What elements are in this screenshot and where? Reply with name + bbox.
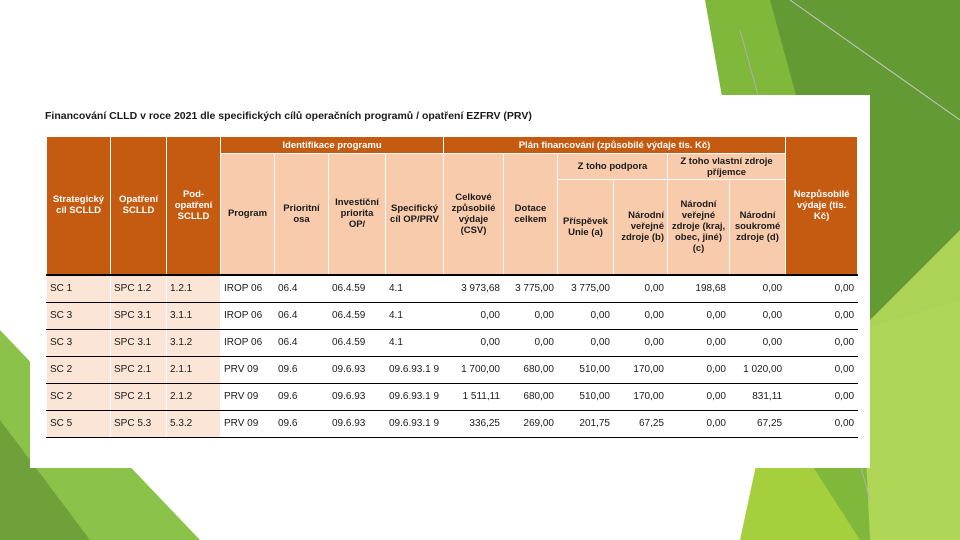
header-z-toho-vlastni-zdroje: Z toho vlastní zdroje příjemce bbox=[668, 154, 786, 180]
cell-osa: 09.6 bbox=[275, 410, 329, 437]
table-row bbox=[47, 329, 858, 356]
financing-table bbox=[46, 136, 858, 438]
cell-spec: 4.1 bbox=[386, 275, 444, 303]
cell-osa: 06.4 bbox=[275, 275, 329, 303]
cell-nar-kraj: 0,00 bbox=[668, 383, 730, 410]
cell-spec: 09.6.93.1 9 bbox=[386, 356, 444, 383]
header-dotace-celkem: Dotace celkem bbox=[504, 154, 558, 275]
cell-nar-ver: 0,00 bbox=[614, 275, 668, 303]
cell-nar-souk: 831,11 bbox=[730, 383, 786, 410]
table-row bbox=[47, 356, 858, 383]
header-prispevek-unie: Příspěvek Unie (a) bbox=[558, 180, 614, 275]
cell-unie: 0,00 bbox=[558, 329, 614, 356]
cell-pod: 5.3.2 bbox=[167, 410, 221, 437]
header-pod-opatreni: Pod-opatření SCLLD bbox=[167, 137, 221, 275]
cell-csv: 3 973,68 bbox=[444, 275, 504, 303]
cell-dotace: 680,00 bbox=[504, 356, 558, 383]
header-narodni-verejne-zdroje-kraj: Národní veřejné zdroje (kraj, obec, jiné) (c) bbox=[668, 180, 730, 275]
cell-spc: SPC 3.1 bbox=[111, 302, 167, 329]
cell-spc: SPC 3.1 bbox=[111, 329, 167, 356]
cell-csv: 1 511,11 bbox=[444, 383, 504, 410]
cell-program: PRV 09 bbox=[221, 410, 275, 437]
header-specificky-cil: Specifický cíl OP/PRV bbox=[386, 154, 444, 275]
cell-program: IROP 06 bbox=[221, 329, 275, 356]
cell-dotace: 269,00 bbox=[504, 410, 558, 437]
cell-sc: SC 3 bbox=[47, 302, 111, 329]
cell-unie: 201,75 bbox=[558, 410, 614, 437]
cell-nar-ver: 170,00 bbox=[614, 383, 668, 410]
table-row bbox=[47, 410, 858, 437]
cell-spec: 4.1 bbox=[386, 302, 444, 329]
cell-nezp: 0,00 bbox=[786, 410, 858, 437]
cell-spec: 4.1 bbox=[386, 329, 444, 356]
cell-nar-ver: 67,25 bbox=[614, 410, 668, 437]
header-celkove-vydaje: Celkové způsobilé výdaje (CSV) bbox=[444, 154, 504, 275]
cell-program: PRV 09 bbox=[221, 383, 275, 410]
cell-nar-souk: 0,00 bbox=[730, 302, 786, 329]
cell-nar-ver: 0,00 bbox=[614, 302, 668, 329]
cell-nar-kraj: 0,00 bbox=[668, 302, 730, 329]
cell-pod: 2.1.2 bbox=[167, 383, 221, 410]
cell-osa: 09.6 bbox=[275, 356, 329, 383]
header-nezpusobile-vydaje: Nezpůsobilé výdaje (tis. Kč) bbox=[786, 137, 858, 275]
cell-inv: 06.4.59 bbox=[329, 302, 386, 329]
cell-nar-kraj: 198,68 bbox=[668, 275, 730, 303]
table-panel bbox=[30, 95, 870, 468]
table-row bbox=[47, 383, 858, 410]
cell-spec: 09.6.93.1 9 bbox=[386, 410, 444, 437]
cell-dotace: 0,00 bbox=[504, 302, 558, 329]
cell-osa: 06.4 bbox=[275, 329, 329, 356]
cell-nar-souk: 67,25 bbox=[730, 410, 786, 437]
cell-sc: SC 1 bbox=[47, 275, 111, 303]
cell-inv: 06.4.59 bbox=[329, 329, 386, 356]
cell-nar-souk: 0,00 bbox=[730, 275, 786, 303]
cell-dotace: 680,00 bbox=[504, 383, 558, 410]
cell-unie: 510,00 bbox=[558, 356, 614, 383]
header-strategicky-cil: Strategický cíl SCLLD bbox=[47, 137, 111, 275]
cell-pod: 1.2.1 bbox=[167, 275, 221, 303]
cell-nezp: 0,00 bbox=[786, 302, 858, 329]
cell-osa: 06.4 bbox=[275, 302, 329, 329]
cell-csv: 0,00 bbox=[444, 302, 504, 329]
cell-unie: 510,00 bbox=[558, 383, 614, 410]
cell-osa: 09.6 bbox=[275, 383, 329, 410]
cell-pod: 3.1.2 bbox=[167, 329, 221, 356]
header-z-toho-podpora: Z toho podpora bbox=[558, 154, 668, 180]
cell-csv: 0,00 bbox=[444, 329, 504, 356]
cell-sc: SC 2 bbox=[47, 356, 111, 383]
cell-spc: SPC 2.1 bbox=[111, 383, 167, 410]
header-plan-financovani: Plán financování (způsobilé výdaje tis. Kč) bbox=[444, 137, 786, 154]
cell-csv: 336,25 bbox=[444, 410, 504, 437]
cell-inv: 06.4.59 bbox=[329, 275, 386, 303]
cell-dotace: 3 775,00 bbox=[504, 275, 558, 303]
cell-nar-ver: 170,00 bbox=[614, 356, 668, 383]
cell-csv: 1 700,00 bbox=[444, 356, 504, 383]
cell-nezp: 0,00 bbox=[786, 383, 858, 410]
cell-inv: 09.6.93 bbox=[329, 356, 386, 383]
header-investicni-priorita: Investiční priorita OP/ bbox=[329, 154, 386, 275]
header-opatreni: Opatření SCLLD bbox=[111, 137, 167, 275]
table-row bbox=[47, 302, 858, 329]
cell-spc: SPC 2.1 bbox=[111, 356, 167, 383]
cell-spc: SPC 5.3 bbox=[111, 410, 167, 437]
cell-spc: SPC 1.2 bbox=[111, 275, 167, 303]
cell-sc: SC 3 bbox=[47, 329, 111, 356]
cell-nar-souk: 0,00 bbox=[730, 329, 786, 356]
cell-sc: SC 5 bbox=[47, 410, 111, 437]
header-identifikace-programu: Identifikace programu bbox=[221, 137, 444, 154]
table-title: Financování CLLD v roce 2021 dle specifických cílů operačních programů / opatření EZFRV (PRV) bbox=[45, 110, 532, 122]
cell-nar-kraj: 0,00 bbox=[668, 356, 730, 383]
header-prioritni-osa: Prioritní osa bbox=[275, 154, 329, 275]
cell-nar-kraj: 0,00 bbox=[668, 410, 730, 437]
cell-inv: 09.6.93 bbox=[329, 383, 386, 410]
cell-inv: 09.6.93 bbox=[329, 410, 386, 437]
cell-unie: 3 775,00 bbox=[558, 275, 614, 303]
cell-program: IROP 06 bbox=[221, 275, 275, 303]
cell-nar-souk: 1 020,00 bbox=[730, 356, 786, 383]
cell-nar-ver: 0,00 bbox=[614, 329, 668, 356]
cell-nar-kraj: 0,00 bbox=[668, 329, 730, 356]
cell-program: PRV 09 bbox=[221, 356, 275, 383]
cell-sc: SC 2 bbox=[47, 383, 111, 410]
cell-pod: 3.1.1 bbox=[167, 302, 221, 329]
cell-nezp: 0,00 bbox=[786, 356, 858, 383]
cell-unie: 0,00 bbox=[558, 302, 614, 329]
cell-dotace: 0,00 bbox=[504, 329, 558, 356]
cell-spec: 09.6.93.1 9 bbox=[386, 383, 444, 410]
table-row bbox=[47, 275, 858, 303]
cell-nezp: 0,00 bbox=[786, 275, 858, 303]
header-program: Program bbox=[221, 154, 275, 275]
header-narodni-verejne-zdroje: Národní veřejné zdroje (b) bbox=[614, 180, 668, 275]
cell-program: IROP 06 bbox=[221, 302, 275, 329]
cell-nezp: 0,00 bbox=[786, 329, 858, 356]
cell-pod: 2.1.1 bbox=[167, 356, 221, 383]
header-narodni-soukrome-zdroje: Národní soukromé zdroje (d) bbox=[730, 180, 786, 275]
